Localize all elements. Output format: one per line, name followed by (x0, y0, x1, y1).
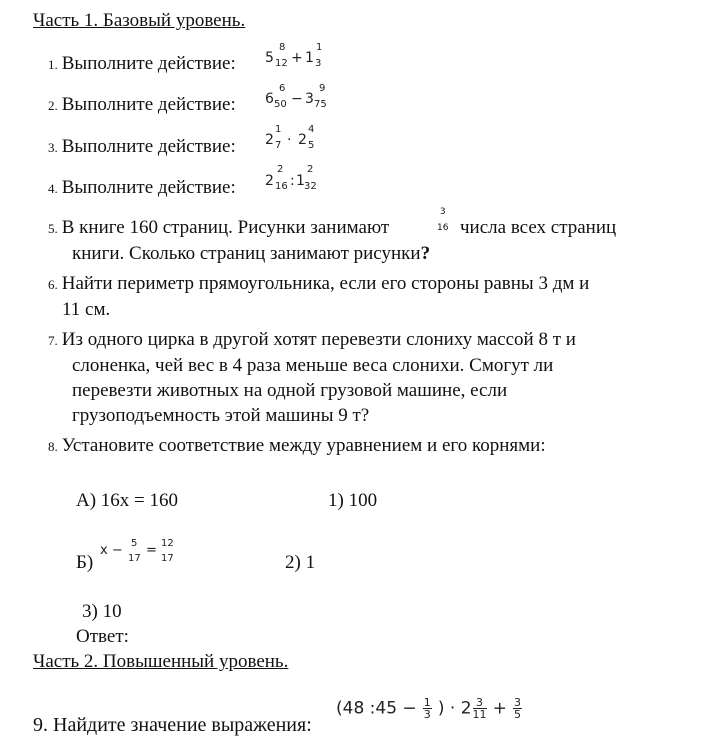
numerator-2: 1 (316, 42, 323, 53)
question-mark: ? (420, 243, 431, 264)
denominator-2: 3 (315, 58, 322, 69)
numerator: 3 (513, 696, 521, 709)
task-8 (48, 435, 546, 457)
fraction-numerator: 3 (439, 207, 446, 217)
task-text-line1: Из одного цирка в другой хотят перевезти слониху массой 8 т и (61, 329, 576, 350)
numerator-1: 1 (275, 124, 282, 135)
task-number: 6. (48, 277, 58, 292)
whole-2: 1 (296, 173, 305, 189)
task-3 (48, 136, 236, 158)
task-text: Выполните действие: (61, 177, 236, 198)
task-number: 1. (48, 57, 58, 72)
whole-1: 2 (265, 173, 274, 189)
whole-1: 2 (265, 132, 274, 148)
task-text: Выполните действие: (61, 53, 236, 74)
fraction1-numerator: 5 (131, 538, 138, 549)
numerator-2: 4 (308, 124, 315, 135)
task-5-line2 (72, 243, 430, 265)
fraction-3-16 (437, 204, 448, 236)
fraction-1-3 (423, 697, 432, 720)
expression-3 (265, 124, 325, 154)
whole-1: 6 (265, 91, 274, 107)
part1-heading: Часть 1. Базовый уровень. (33, 10, 246, 31)
equation-b (100, 538, 190, 574)
denominator: 3 (423, 708, 431, 721)
task-number: 5. (48, 221, 58, 236)
operator: · (287, 132, 292, 148)
denominator-2: 5 (308, 140, 315, 151)
expression-2 (265, 83, 345, 113)
denominator: 11 (472, 708, 487, 721)
task-number: 3. (48, 140, 58, 155)
fraction2-numerator: 12 (161, 538, 174, 549)
numerator-1: 2 (277, 164, 284, 175)
equation-b-label: Б) (76, 552, 94, 573)
denominator-2: 75 (314, 99, 327, 110)
numerator: 1 (423, 696, 431, 709)
task-number: 7. (48, 333, 58, 348)
task-7 (48, 329, 576, 351)
operator: : (290, 173, 295, 189)
task-text-line1b: числа всех страниц (460, 217, 617, 238)
whole-2: 3 (305, 91, 314, 107)
variable-x: x − (100, 543, 123, 558)
task-text-line2: 11 см. (62, 299, 111, 320)
task-number: 4. (48, 181, 58, 196)
root-2: 2) 1 (285, 552, 316, 573)
expr-open: (48 :45 − (336, 698, 417, 719)
task-9-text: 9. Найдите значение выражения: (33, 714, 312, 736)
numerator: 3 (473, 697, 487, 709)
denominator-1: 16 (275, 181, 288, 192)
root-3: 3) 10 (82, 601, 122, 622)
root-1: 1) 100 (328, 490, 378, 511)
task-text: Установите соответствие между уравнением и его корнями: (61, 435, 546, 456)
part2-heading: Часть 2. Повышенный уровень. (33, 651, 289, 672)
numerator-2: 2 (307, 164, 314, 175)
task-5 (48, 217, 389, 239)
expression-9 (336, 697, 523, 729)
expr-close: ) · 2 (437, 698, 472, 719)
task-text-line1: Найти периметр прямоугольника, если его стороны равны 3 дм и (61, 273, 590, 294)
numerator-1: 8 (279, 42, 286, 53)
fraction-denominator: 16 (437, 223, 449, 233)
task-text-line3: перевезти животных на одной грузовой машине, если (72, 380, 508, 401)
denominator: 5 (513, 708, 521, 721)
task-6 (48, 273, 589, 295)
task-1 (48, 53, 236, 75)
denominator-1: 7 (275, 140, 282, 151)
numerator-1: 6 (279, 83, 286, 94)
denominator-1: 12 (275, 58, 288, 69)
task-text-line1a: В книге 160 страниц. Рисунки занимают (61, 217, 390, 238)
fraction-3-11 (473, 697, 487, 720)
operator: − (291, 91, 303, 107)
expression-4 (265, 164, 335, 196)
equals-sign: = (146, 543, 157, 558)
task-text: Выполните действие: (61, 136, 236, 157)
fraction2-denominator: 17 (161, 553, 174, 564)
answer-label: Ответ: (76, 626, 129, 647)
task-text-line2: слоненка, чей вес в 4 раза меньше веса слонихи. Смогут ли (72, 355, 554, 376)
plus-sign: + (492, 698, 507, 719)
fraction1-denominator: 17 (128, 553, 141, 564)
task-text: Выполните действие: (61, 94, 236, 115)
task-number: 2. (48, 98, 58, 113)
fraction-3-5 (513, 697, 522, 720)
task-text-line2a: книги. Сколько страниц занимают рисунки (72, 243, 421, 264)
whole-2: 1 (305, 50, 314, 66)
whole-2: 2 (298, 132, 307, 148)
task-2 (48, 94, 236, 116)
task-text-line4: грузоподъемность этой машины 9 т? (72, 405, 370, 426)
expression-1 (265, 42, 335, 72)
numerator-2: 9 (319, 83, 326, 94)
task-4 (48, 177, 236, 199)
denominator-2: 32 (304, 181, 317, 192)
denominator-1: 50 (274, 99, 287, 110)
operator: + (291, 50, 303, 66)
whole-1: 5 (265, 50, 274, 66)
task-number: 8. (48, 439, 58, 454)
equation-a: А) 16х = 160 (76, 490, 179, 511)
